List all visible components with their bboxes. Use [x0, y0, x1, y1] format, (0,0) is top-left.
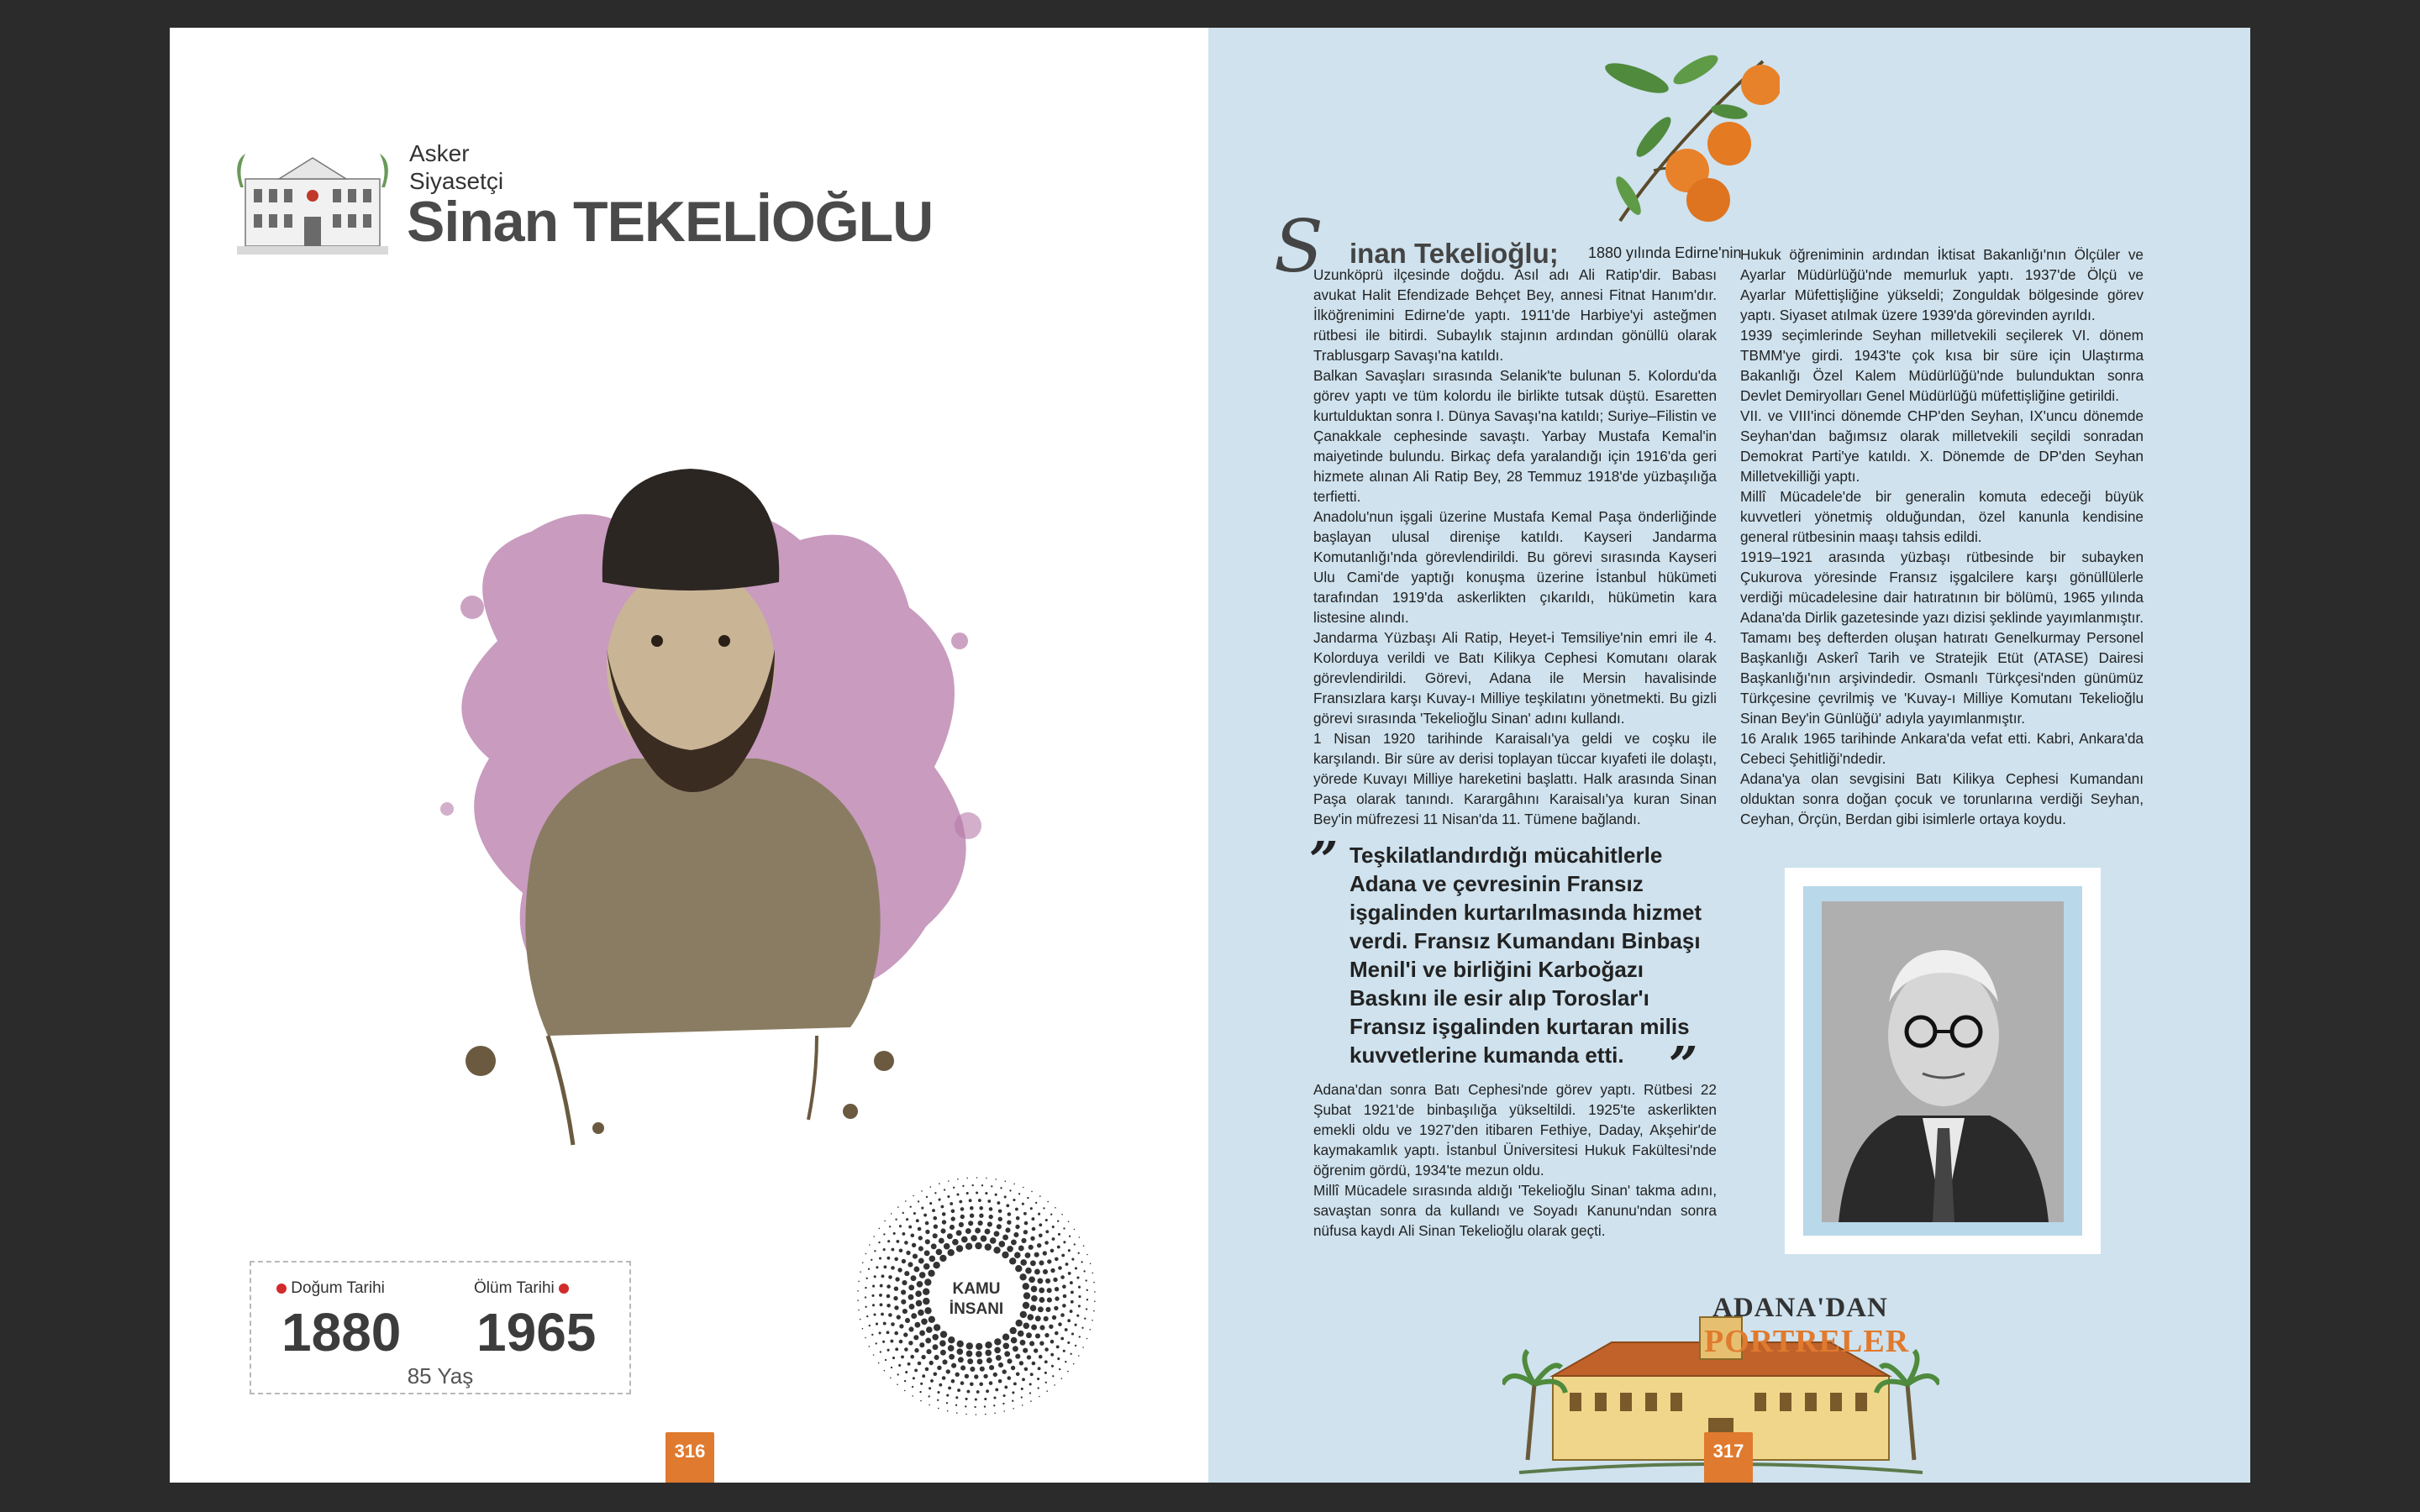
paragraph: Jandarma Yüzbaşı Ali Ratip, Heyet-i Temsiliye'nin emri ile 4. Kolorduya verildi ve Batı Kilikya Cephesi Komutanı olarak görevlendirildi. Görevi, Adana ile Mersin havalisinde Fransızlara karşı Kuvay-ı Milliye teşkilatını yönetmekti. Bu gizli görevi sırasında 'Tekelioğlu Sinan' adını kullandı.: [1313, 629, 1717, 727]
role-soldier: Asker: [409, 140, 470, 166]
red-dot-icon: [276, 1284, 287, 1294]
quote-open-mark: ”: [1309, 832, 1339, 890]
paragraph: Millî Mücadele'de bir generalin komuta edeceği büyük kuvvetleri yönetmiş olduğundan, özel kanunla kendisine general rütbesinin maaşı tahsis edildi.: [1740, 488, 2144, 545]
paragraph: Adana'dan sonra Batı Cephesi'nde görev yaptı. Rütbesi 22 Şubat 1921'de binbaşılığa yükseltildi. 1925'te askerlikten emekli oldu ve 1927'den itibaren Fethiye, Daday, Akşehir'de kaymakamlık yaptı. İstanbul Üniversitesi Hukuk Fakültesi'nde öğrenim gördü, 1934'te mezun oldu.: [1313, 1081, 1717, 1179]
portrait-photo-icon: [380, 389, 1035, 1195]
paragraph: VII. ve VIII'inci dönemde CHP'den Seyhan, IX'uncu dönemde Seyhan'dan bağımsız olarak milletvekili seçildi sonradan Demokrat Parti'ye katıldı. X. Dönemde de DP'den Seyhan Milletvekilliği yaptı.: [1740, 407, 2144, 485]
paragraph: Anadolu'nun işgali üzerine Mustafa Kemal Paşa önderliğinde başlayan ulusal direnişe katıldı. Kayseri Jandarma Komutanlığı'nda görevlendirildi. Bu görevi sırasında Kayseri Ulu Cami'de yaptığı konuşma üzerine İstanbul hükümeti tarafından 1919'da askerlikten çıkarıldı, hükümetin kara listesine alındı.: [1313, 508, 1717, 626]
paragraph: 1 Nisan 1920 tarihinde Karaisalı'ya geldi ve coşku ile karşılandı. Bir süre av derisi toplayan tüccar kıyafeti ile dolaştı, yörede Kuvayı Milliye hareketini başlattı. Halk arasında Sinan Paşa olarak tanındı. Karargâhını Karaisalı'ya kuran Sinan Bey'in müfrezesi 11 Nisan'da 11. Tümene bağlandı.: [1313, 730, 1717, 827]
category-badge: [901, 1279, 1052, 1320]
role-politician: Siyasetçi: [409, 168, 504, 194]
right-page: [1208, 28, 2250, 1483]
brand-title-line-2: PORTRELER: [1704, 1324, 1910, 1359]
text-column-1: [1313, 265, 1717, 829]
building-illustration-icon: [229, 137, 397, 263]
category-line-2: İNSANI: [949, 1300, 1004, 1318]
death-year: 1965: [476, 1302, 597, 1362]
drop-cap: S: [1274, 205, 1323, 289]
lead-name: inan Tekelioğlu;: [1349, 238, 1559, 269]
elderly-photo-icon: [1822, 901, 2064, 1222]
life-dates-box: [250, 1261, 631, 1394]
paragraph: 16 Aralık 1965 tarihinde Ankara'da vefat etti. Kabri, Ankara'da Cebeci Şehitliği'ndedir.: [1740, 730, 2144, 767]
orange-branch-icon: [1603, 45, 1780, 229]
person-name-title: Sinan TEKELİOĞLU: [407, 190, 934, 254]
text-column-3: [1313, 1079, 1717, 1241]
page-number-left: 316: [666, 1432, 714, 1483]
category-line-1: KAMU: [952, 1280, 1001, 1298]
left-page: [170, 28, 1208, 1483]
quote-close-mark: ”: [1669, 1037, 1698, 1095]
age-at-death: 85 Yaş: [407, 1363, 474, 1389]
brand-title-line-1: ADANA'DAN: [1712, 1293, 1888, 1323]
birth-date-label-text: Doğum Tarihi: [291, 1279, 385, 1297]
paragraph: Millî Mücadele sırasında aldığı 'Tekelioğlu Sinan' takma adını, savaştan sonra da kullandı ve Soyadı Kanunu'ndan sonra nüfusa kaydı Ali Sinan Tekelioğlu olarak geçti.: [1313, 1182, 1717, 1239]
birth-year: 1880: [281, 1302, 402, 1362]
photo-frame: [1785, 868, 2101, 1254]
paragraph: Adana'ya olan sevgisini Batı Kilikya Cephesi Kumandanı olduktan sonra doğan çocuk ve torunlarına verdiği Seyhan, Ceyhan, Örçün, Berdan gibi isimlerle ortaya koydu.: [1740, 770, 2144, 827]
pull-quote: Teşkilatlandırdığı mücahitlerle Adana ve çevresinin Fransız işgalinden kurtarılmasında hizmet verdi. Fransız Kumandanı Binbaşı Menil'i ve birliğini Karboğazı Baskını ile esir alıp Toroslar'ı Fransız işgalinden kurtaran milis kuvvetlerine kumanda etti.: [1349, 843, 1702, 1068]
paragraph: Uzunköprü ilçesinde doğdu. Asıl adı Ali Ratip'dir. Babası avukat Halit Efendizade Behçet Bey, annesi Fitnat Hanım'dır. İlköğrenimini Edirne'de yaptı. 1911'de Harbiye'yi asteğmen rütbesi ile bitirdi. Subaylık stajının ardından gönüllü olarak Trablusgarp Savaşı'na katıldı.: [1313, 266, 1717, 364]
page-number-right: 317: [1704, 1432, 1753, 1483]
paragraph: Balkan Savaşları sırasında Selanik'te bulunan 5. Kolordu'da görev yaptı ve tüm kolordu ile birlikte tutsak düştü. Esaretten kurtulduktan sonra I. Dünya Savaşı'na katıldı; Suriye–Filistin ve Çanakkale cephesinde savaştı. Yarbay Mustafa Kemal'in maiyetinde bulundu. Birkaç defa yaralandığı için 1916'da geri hizmete alınan Ali Ratip Bey, 28 Temmuz 1918'de yüzbaşılığa terfietti.: [1313, 367, 1717, 505]
text-column-2: [1740, 244, 2144, 829]
paragraph: 1919–1921 arasında yüzbaşı rütbesinde bir subayken Çukurova yöresinde Fransız işgalcilere karşı gönüllülerle verdiği mücadelesine dair hatıratının bir bölümü, 1965 yılında Adana'da Dirlik gazetesinde yazı dizisi şeklinde yayımlanmıştır. Tamamı beş defterden oluşan hatıratı Genelkurmay Personel Başkanlığı Askerî Tarih ve Stratejik Etüt (ATASE) Dairesi Başkanlığı'nın arşivindedir. Osmanlı Türkçesi'nden günümüz Türkçesine çevrilmiş ve 'Kuvay-ı Milliye Komutanı Tekelioğlu Sinan Bey'in Günlüğü' adıyla yayımlanmıştır.: [1740, 549, 2144, 727]
red-dot-icon: [559, 1284, 569, 1294]
birth-date-label: [276, 1279, 385, 1298]
photo-mat: [1803, 886, 2082, 1236]
paragraph: Hukuk öğreniminin ardından İktisat Bakanlığı'nın Ölçüler ve Ayarlar Müdürlüğü'nde memurluk yaptı. 1937'de Ölçü ve Ayarlar Müfettişliğine yükseldi; Zonguldak bölgesinde görev yaptı. Siyaset atılmak üzere 1939'da görevinden ayrıldı.: [1740, 246, 2144, 323]
paragraph: 1939 seçimlerinde Seyhan milletvekili seçilerek VI. dönem TBMM'ye girdi. 1943'te çok kısa bir süre için Ulaştırma Bakanlığı Özel Kalem Müdürlüğü'nde bulunduktan sonra Devlet Demiryolları Genel Müdürlüğü müfettişliğine getirildi.: [1740, 327, 2144, 404]
death-date-label-text: Ölüm Tarihi: [474, 1279, 555, 1297]
lead-text: 1880 yılında Edirne'nin: [1588, 244, 1742, 261]
death-date-label: [474, 1279, 569, 1298]
